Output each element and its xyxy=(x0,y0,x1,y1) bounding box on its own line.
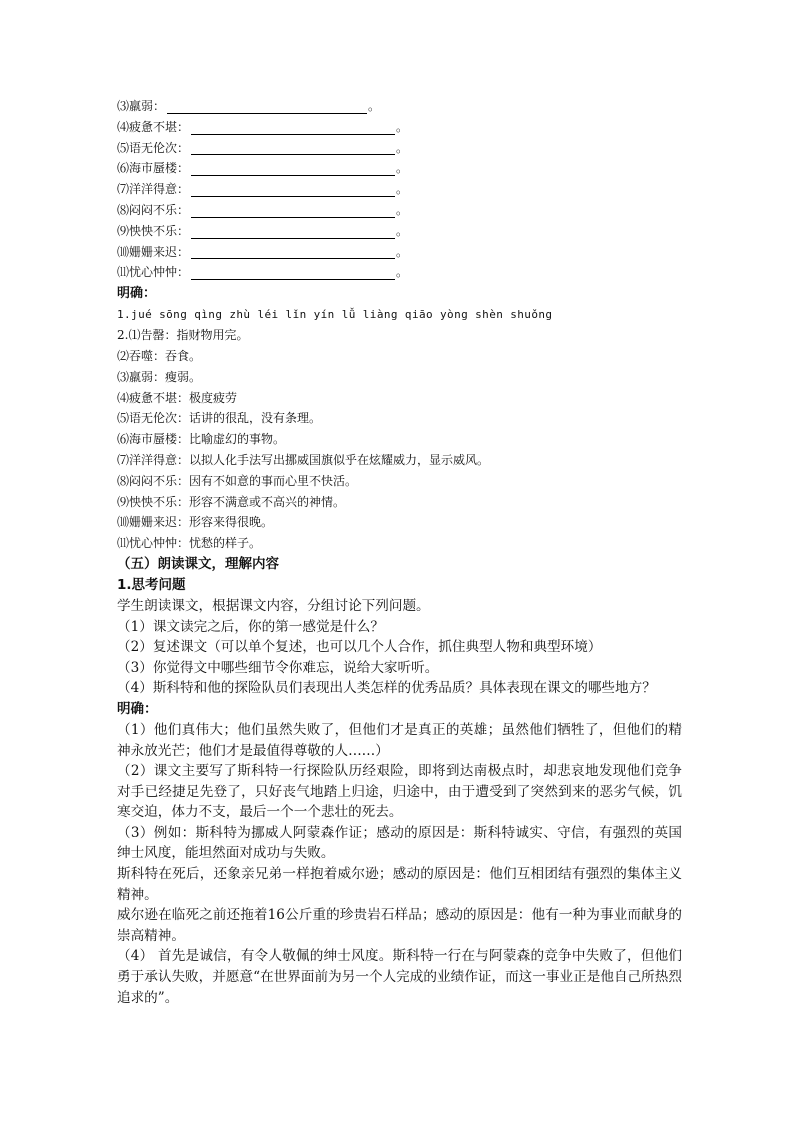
definition-item: ⑾忧心忡忡：忧愁的样子。 xyxy=(117,536,262,551)
answer-paragraph: （1）他们真伟大；他们虽然失败了，但他们才是真正的英雄；虽然他们牺牲了，但他们的精神永放光芒；他们才是最值得尊敬的人……） xyxy=(117,721,682,759)
definition-item: ⑸语无伦次：话讲的很乱，没有条理。 xyxy=(117,411,322,426)
section-title: （五）朗读课文，理解内容 xyxy=(117,555,279,572)
answer-paragraph: 斯科特在死后，还象亲兄弟一样抱着威尔逊；感动的原因是：他们互相团结有强烈的集体主义精神。 xyxy=(117,866,682,903)
definition-item: ⑻闷闷不乐：因有不如意的事而心里不快活。 xyxy=(117,473,358,488)
answer-blank[interactable] xyxy=(191,161,395,176)
question-item: （3）你觉得文中哪些细节令你难忘，说给大家听听。 xyxy=(117,659,439,676)
answer-blank[interactable] xyxy=(191,244,395,259)
blank-item: ⑽姗姗来迟： 。 xyxy=(117,244,409,259)
blank-item: ⑸语无伦次： 。 xyxy=(117,140,409,155)
blank-item: ⑺洋洋得意： 。 xyxy=(117,182,409,197)
definition-item: ⑺洋洋得意：以拟人化手法写出挪威国旗似乎在炫耀威力，显示威风。 xyxy=(117,452,490,467)
blank-item: ⑾忧心忡忡： 。 xyxy=(117,265,409,280)
blank-item: ⑶羸弱： 。 xyxy=(117,99,381,113)
intro-text: 学生朗读课文，根据课文内容，分组讨论下列问题。 xyxy=(117,597,430,614)
answer-heading: 明确： xyxy=(117,700,158,717)
answer-paragraph: （4） 首先是诚信，有令人敬佩的绅士风度。斯科特一行在与阿蒙森的竞争中失败了，但他们勇于承认失败，并愿意“在世界面前为另一个人完成的业绩作证，而这一事业正是他自己所热烈追求的”。 xyxy=(117,948,682,1006)
blank-item: ⑹海市蜃楼： 。 xyxy=(117,161,409,176)
answer-paragraph: 威尔逊在临死之前还拖着16公斤重的珍贵岩石样品；感动的原因是：他有一种为事业而献身的崇高精神。 xyxy=(117,907,682,944)
question-item: （1）课文读完之后，你的第一感觉是什么？ xyxy=(117,618,384,635)
blank-item: ⑻闷闷不乐： 。 xyxy=(117,202,409,217)
definition-item: ⑼怏怏不乐：形容不满意或不高兴的神情。 xyxy=(117,494,346,509)
answer-blank[interactable] xyxy=(167,99,367,114)
definition-item: ⑷疲惫不堪：极度疲劳 xyxy=(117,390,238,405)
answer-blank[interactable] xyxy=(191,203,395,218)
answer-blank[interactable] xyxy=(191,182,395,197)
document-page xyxy=(117,96,682,1008)
question-item: （4）斯科特和他的探险队员们表现出人类怎样的优秀品质？具体表现在课文的哪些地方？ xyxy=(117,680,656,697)
definition-item: ⑹海市蜃楼：比喻虚幻的事物。 xyxy=(117,432,286,447)
answer-blank[interactable] xyxy=(191,265,395,280)
answer-blank[interactable] xyxy=(191,224,395,239)
definition-item: ⑶羸弱：瘦弱。 xyxy=(117,369,202,384)
answer-heading: 明确： xyxy=(117,286,157,302)
pinyin-answer: 1.jué sōng qìng zhù léi lǐn yín lǚ liàng qiāo yòng shèn shuǒng xyxy=(117,308,553,322)
blank-item: ⑼怏怏不乐： 。 xyxy=(117,223,409,238)
question-item: （2）复述课文（可以单个复述，也可以几个人合作，抓住典型人物和典型环境） xyxy=(117,639,602,656)
subsection-title: 1.思考问题 xyxy=(117,576,186,593)
answer-blank[interactable] xyxy=(191,120,395,135)
definition-item: ⑽姗姗来迟：形容来得很晚。 xyxy=(117,515,274,530)
answer-paragraph: （2）课文主要写了斯科特一行探险队历经艰险，即将到达南极点时，却悲哀地发现他们竞争对手已经捷足先登了，只好丧气地踏上归途，归途中，由于遭受到了突然到来的恶劣气候，饥寒交迫，体力不支，最后一个一个悲壮的死去。 xyxy=(117,763,682,821)
answer-blank[interactable] xyxy=(191,140,395,155)
definition-item: 2.⑴告罄：指财物用完。 xyxy=(117,328,249,343)
answer-paragraph: （3）例如：斯科特为挪威人阿蒙森作证；感动的原因是：斯科特诚实、守信，有强烈的英国绅士风度，能坦然面对成功与失败。 xyxy=(117,824,682,862)
blank-item: ⑷疲惫不堪： 。 xyxy=(117,119,409,134)
definition-item: ⑵吞噬：吞食。 xyxy=(117,348,202,363)
